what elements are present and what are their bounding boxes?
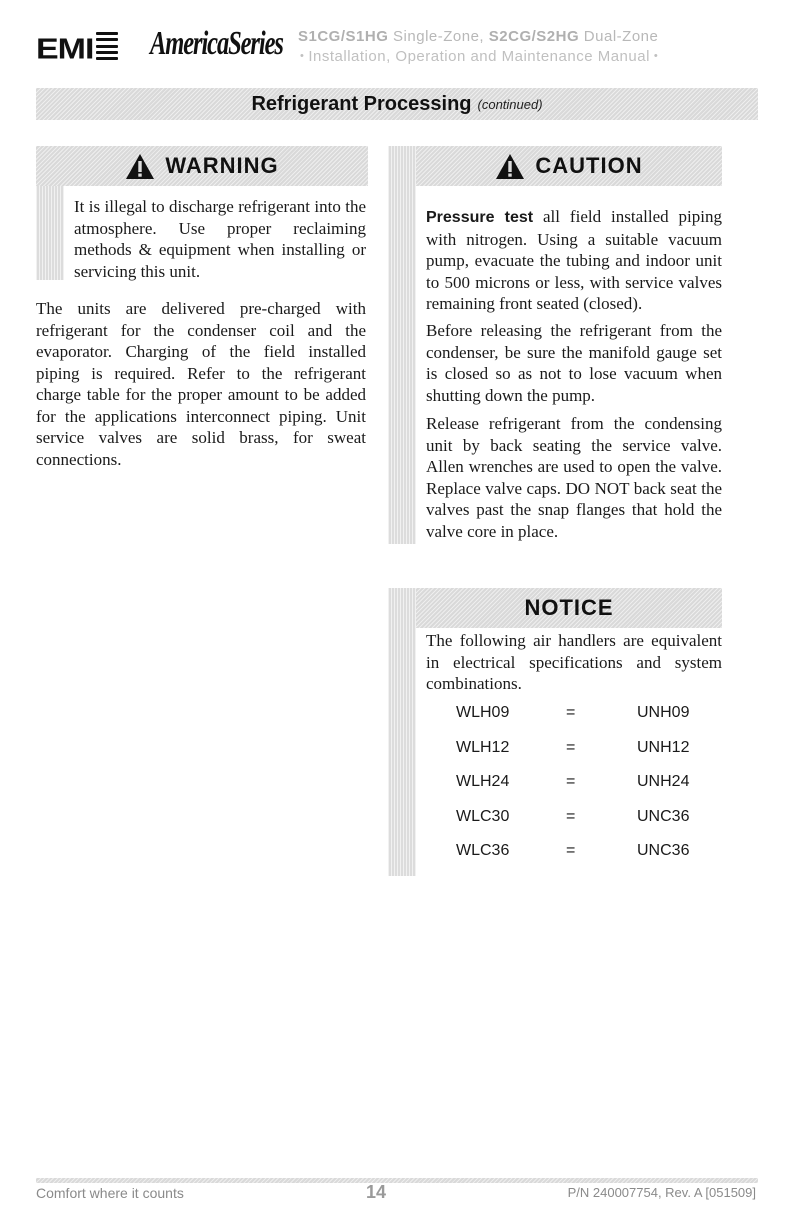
notice-intro: The following air handlers are equivalent in electrical specifications and system combinations.: [426, 631, 722, 693]
equals-sign: =: [566, 842, 576, 859]
body-paragraph: The units are delivered pre-charged with refrigerant for the condenser coil and the evaporator. Charging of the field installed piping is required. Refer to the refrigerant charge table for the proper amount to be added for the applications interconnect piping. Unit service valves are solid brass, for sweat connections.: [36, 299, 366, 469]
footer-rule: [36, 1178, 758, 1183]
header-models-dual: S2CG/S2HG: [488, 28, 580, 45]
notice-side-bar: [388, 588, 416, 876]
section-title-suffix: (continued): [477, 96, 543, 112]
warning-text: It is illegal to discharge refrigerant into the atmosphere. Use proper reclaiming methods & equipment when installing or servicing this unit.: [74, 197, 366, 281]
brand-logo-text: EMI: [36, 33, 94, 66]
equivalents-row: [456, 773, 706, 808]
equivalents-row: [456, 842, 706, 877]
caution-paragraph-1: [426, 206, 722, 315]
equivalent-wl-model: WLC30: [456, 807, 510, 825]
equals-sign: =: [566, 773, 576, 790]
caution-triangle-icon: [495, 153, 525, 180]
page-number: 14: [366, 1182, 387, 1202]
equivalent-wl-model: WLH09: [456, 704, 510, 721]
header-zone-dual: Dual-Zone: [579, 28, 659, 45]
caution-side-bar: [388, 146, 416, 544]
brand-logo: [36, 30, 118, 66]
equals-sign: =: [566, 704, 576, 721]
equivalent-un-model: UNH09: [637, 704, 690, 721]
equivalent-wl-model: WLC36: [456, 842, 510, 859]
equivalent-wl-model: WLH12: [456, 738, 510, 756]
warning-header: [36, 146, 368, 186]
brand-logo-stripes: [96, 32, 118, 60]
header-manual-title: • Installation, Operation and Maintenance Manual •: [300, 48, 659, 65]
equivalents-row: [456, 739, 706, 774]
warning-triangle-icon: [125, 153, 155, 180]
header-zone-single: Single-Zone,: [388, 28, 489, 45]
equals-sign: =: [566, 807, 576, 825]
equivalents-row: [456, 704, 706, 739]
caution-label: CAUTION: [535, 153, 643, 178]
warning-label: WARNING: [165, 153, 279, 178]
caution-paragraph-2: Before releasing the refrigerant from the condenser, be sure the manifold gauge set is closed so as not to lose vacuum when shutting down the pump.: [426, 321, 722, 405]
header-models: [298, 28, 658, 45]
caution-pressure-test-label: Pressure test: [426, 209, 534, 226]
warning-side-bar: [36, 186, 64, 280]
header-manual-text: Installation, Operation and Maintenance Manual: [308, 48, 650, 65]
notice-label: NOTICE: [524, 595, 614, 620]
footer-tagline: Comfort where it counts: [36, 1185, 184, 1201]
caution-paragraph-3: Release refrigerant from the condensing unit by back seating the service valve. Allen wrenches are used to open the valve. Replace valve caps. DO NOT back seat the valves past the snap flanges that hold the valve core in place.: [426, 414, 722, 541]
equivalents-row: [456, 808, 706, 843]
equivalents-table: [456, 704, 706, 877]
header-models-single: S1CG/S1HG: [298, 28, 389, 45]
series-logo: AmericaSeries: [150, 25, 283, 62]
part-number: P/N 240007754, Rev. A [051509]: [567, 1185, 756, 1200]
caution-header: [416, 146, 722, 186]
equals-sign: =: [566, 738, 576, 756]
caution-header-extension: [388, 146, 416, 186]
equivalent-un-model: UNH24: [637, 773, 690, 790]
equivalent-un-model: UNC36: [637, 842, 690, 859]
section-title-bar: [36, 88, 758, 120]
equivalent-wl-model: WLH24: [456, 773, 510, 790]
caution-paragraph-1-text: all field installed piping with nitrogen. Using a suitable vacuum pump, evacuate the tubing and indoor unit to 500 microns or less, with service valves remaining front seated (closed).: [426, 207, 722, 313]
equivalent-un-model: UNC36: [637, 807, 690, 825]
notice-header: [416, 588, 722, 628]
equivalent-un-model: UNH12: [637, 738, 690, 756]
section-title: Refrigerant Processing: [251, 92, 472, 115]
